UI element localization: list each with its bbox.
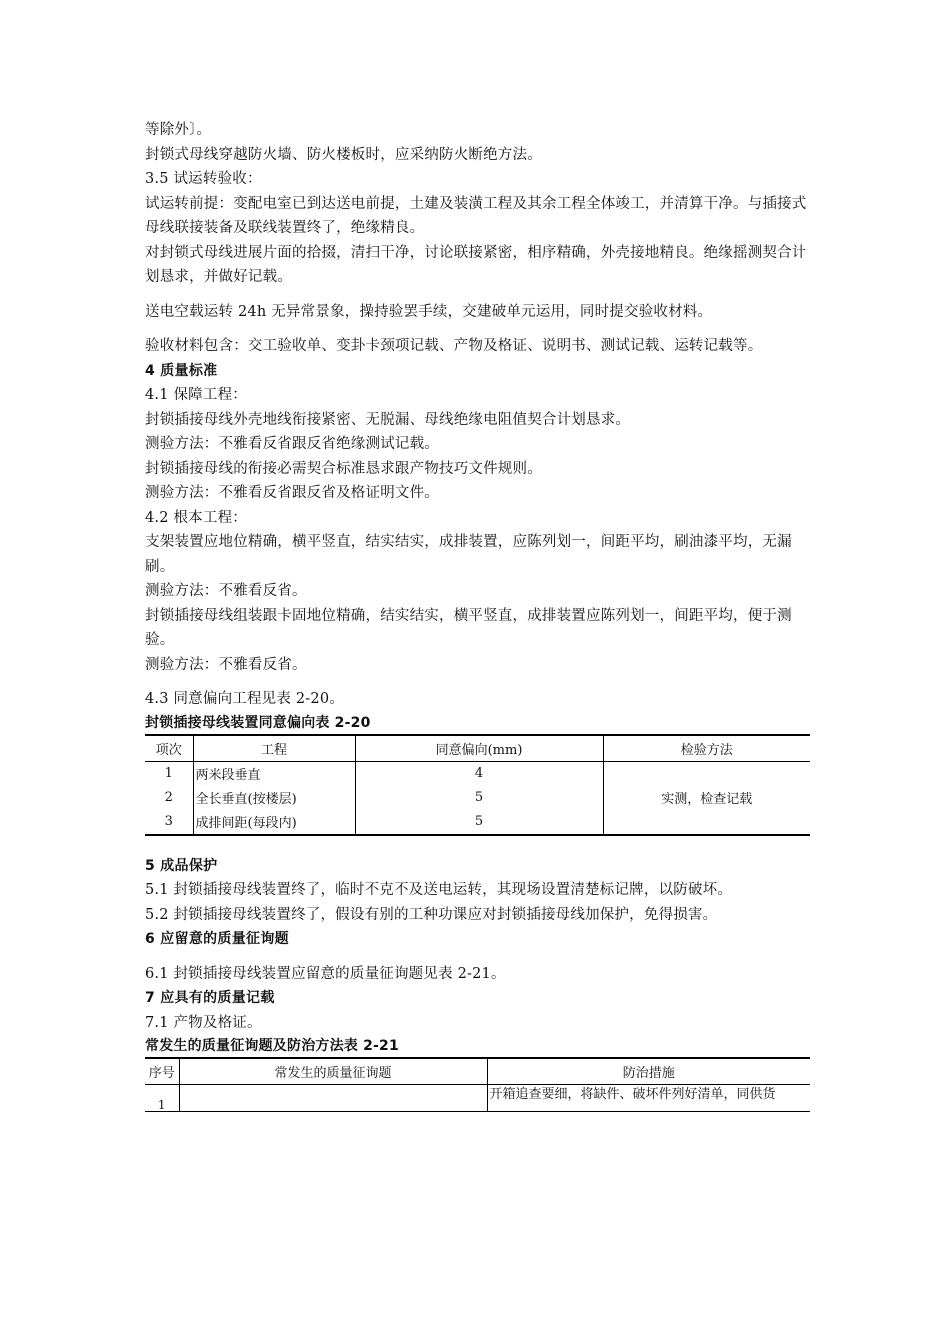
- cell-value: 5: [355, 810, 603, 835]
- deviation-table: [145, 734, 810, 836]
- table-caption: 封锁插接母线装置同意偏向表 2-20: [145, 714, 371, 731]
- column-header: 项次: [145, 735, 193, 762]
- cell-problem: [179, 1085, 487, 1112]
- paragraph: 5.1 封锁插接母线装置终了，临时不克不及送电运转，其现场设置清楚标记牌，以防破坏。: [145, 882, 733, 898]
- paragraph: 送电空载运转 24h 无异常景象，操持验罢手续，交建破单元运用，同时提交验收材料。: [145, 303, 713, 320]
- table-row: [145, 1085, 810, 1112]
- quality-issue-table: [145, 1057, 810, 1112]
- paragraph: 测验方法：不雅看反省跟反省及格证明文件。: [145, 485, 439, 501]
- paragraph: 对封锁式母线进展片面的拾掇，清扫干净，讨论联接紧密，相序精确，外壳接地精良。绝缘摇测契合计划恳求，并做好记载。: [145, 244, 807, 285]
- document-page: [145, 118, 810, 1112]
- paragraph: 封锁插接母线的衔接必需契合标准恳求跟产物技巧文件规则。: [145, 460, 542, 477]
- column-header: 同意偏向(mm): [355, 735, 603, 762]
- paragraph: 4.3 同意偏向工程见表 2-20。: [145, 691, 344, 707]
- cell-item: 全长垂直(按楼层): [193, 786, 355, 810]
- paragraph: 验收材料包含：交工验收单、变卦卡颈项记载、产物及格证、说明书、测试记载、运转记载等。: [145, 338, 763, 354]
- cell-method: 实测，检查记载: [603, 761, 810, 835]
- cell-item: 两米段垂直: [193, 761, 355, 786]
- paragraph: 试运转前提：变配电室已到达送电前提，土建及装潢工程及其余工程全体竣工，并清算干净。与插接式母线联接装备及联线装置终了，绝缘精良。: [145, 195, 807, 236]
- column-header: 检验方法: [603, 735, 810, 762]
- paragraph: 封锁插接母线外壳地线衔接紧密、无脱漏、母线绝缘电阻值契合计划恳求。: [145, 411, 631, 428]
- subsection-heading: 4.1 保障工程：: [145, 387, 247, 403]
- section-heading-6: 6 应留意的质量征询题: [145, 931, 289, 947]
- paragraph: 等除外〕。: [145, 122, 212, 138]
- paragraph: 测验方法：不雅看反省跟反省绝缘测试记载。: [145, 436, 439, 452]
- subsection-heading: 4.2 根本工程：: [145, 509, 247, 526]
- cell-no: 2: [164, 790, 173, 805]
- cell-no: 1: [164, 766, 173, 781]
- paragraph: 5.2 封锁插接母线装置终了，假设有别的工种功课应对封锁插接母线加保护，免得损害。: [145, 906, 718, 923]
- cell-no: 1: [145, 1085, 179, 1112]
- table-row: [145, 761, 810, 786]
- section-heading-4: 4 质量标准: [145, 362, 218, 379]
- cell-value: 5: [355, 786, 603, 810]
- column-header: 防治措施: [487, 1058, 810, 1085]
- cell-no: 3: [164, 814, 173, 829]
- paragraph: 封锁式母线穿越防火墙、防火楼板时，应采纳防火断绝方法。: [145, 146, 542, 163]
- paragraph: 封锁插接母线组装跟卡固地位精确，结实结实，横平竖直，成排装置应陈列划一，间距平均，便于测验。: [145, 607, 792, 648]
- cell-item: 成排间距(每段内): [193, 810, 355, 835]
- paragraph: 测验方法：不雅看反省。: [145, 656, 307, 673]
- paragraph: 测验方法：不雅看反省。: [145, 583, 307, 599]
- table-header-row: [145, 1058, 810, 1085]
- column-header: 工程: [193, 735, 355, 762]
- section-heading-5: 5 成品保护: [145, 857, 218, 874]
- table-header-row: [145, 735, 810, 762]
- column-header: 常发生的质量征询题: [179, 1058, 487, 1085]
- column-header: 序号: [145, 1058, 179, 1085]
- cell-value: 4: [355, 761, 603, 786]
- cell-measure: 开箱追查要细，将缺件、破坏件列好清单，同供货: [487, 1085, 810, 1112]
- paragraph: 7.1 产物及格证。: [145, 1014, 262, 1031]
- section-heading-7: 7 应具有的质量记载: [145, 990, 275, 1006]
- paragraph: 6.1 封锁插接母线装置应留意的质量征询题见表 2-21。: [145, 965, 506, 982]
- subsection-heading: 3.5 试运转验收：: [145, 171, 262, 187]
- table-caption: 常发生的质量征询题及防治方法表 2-21: [145, 1038, 399, 1054]
- paragraph: 支架装置应地位精确，横平竖直，结实结实，成排装置，应陈列划一，间距平均，刷油漆平均，无漏刷。: [145, 534, 792, 575]
